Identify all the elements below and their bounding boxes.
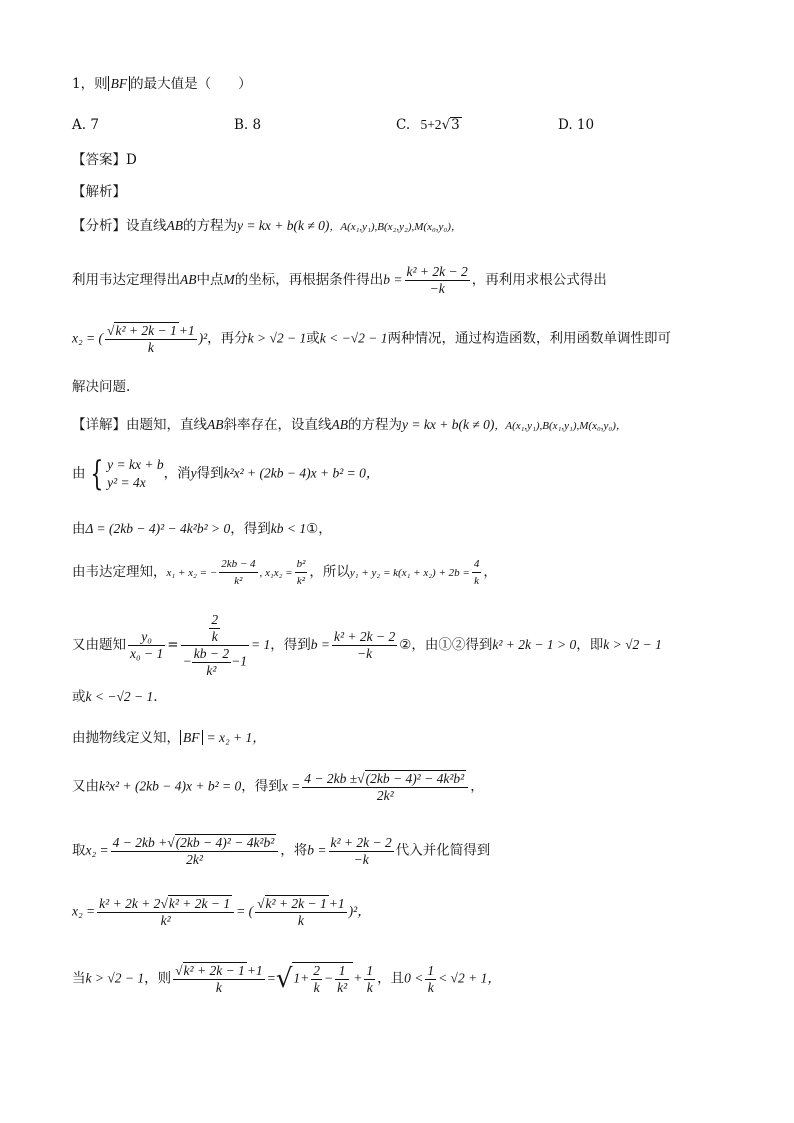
question-tail2: 的最大值是（ ） (130, 76, 252, 92)
question-tail: 1，则 (72, 76, 108, 92)
analysis-paragraph-2: 利用韦达定理得出AB中点M的坐标，再根据条件得出b = $\frac{\text{k² + 2k − 2}}{-k}$ ，再利用求根公式得出 (72, 264, 607, 296)
answer-line (72, 151, 137, 169)
detail-simplified-x2: x₂ = $\frac{\text{k² + 2k + 2√k² + 2k − 1}}{\text{k²}}$ = ( $\frac{\text{√k² + 2k − 1 +1}}{k}$ )²， (72, 896, 371, 928)
analysis-tag: 【解析】 (72, 184, 126, 200)
question-line (72, 75, 252, 93)
detail-case-analysis: 当k > √2 − 1，则 $\frac{\text{√k² + 2k − 1 +1}}{k}$ =√1+ $\frac{2}{k}$ − $\frac{1}{\text{k²}}$ + $\frac{1}{k}$ ，且0 < $\frac{1}{k}$ < √2 + 1， (72, 962, 501, 995)
abs-bf: BF (108, 76, 131, 91)
option-b: B. 8 (234, 117, 262, 133)
detail-take-x2: 取x₂ = $\frac{\text{4 − 2kb +√(2kb − 4)² − 4k²b²}}{\text{2k²}}$ ，将b = $\frac{\text{k² + 2k − 2}}{-k}$ 代入并化简得到 (72, 834, 491, 867)
detail-slope-condition: 又由题知 $\frac{\text{y₀}}{\text{x₀ − 1}}$ = $\frac{2}{k}$ − $\frac{kb - 2}{\text{k²}}$ −1 = 1，得到b = $\frac{\text{k² + 2k − 2}}{-k}$ ②，由①②得到k² + 2k − 1 > 0，即k > √2 − 1 (72, 612, 662, 678)
detail-parabola-definition: 由抛物线定义知， BF = x₂ + 1， (72, 730, 266, 746)
analysis-paragraph-4: 解决问题. (72, 379, 131, 395)
answer-tag: 【答案】 (72, 152, 126, 168)
detail-vieta: 由韦达定理知，x₁ + x₂ = − $\frac{2kb - 4}{\text{k²}}$ , x₁x₂ = $\frac{\text{b²}}{\text{k²}}$ ，所以y₁ + y₂ = k(x₁ + x₂) + 2b = $\frac{4}{k}$ ， (72, 558, 497, 587)
analysis-paragraph-1: 【分析】设直线AB的方程为y = kx + b(k ≠ 0)，A(x₁,y₁),B(x₂,y₂),M(x₀,y₀)， (72, 218, 462, 234)
option-a: A. 7 (72, 117, 99, 133)
detail-root-formula: 又由k²x² + (2kb − 4)x + b² = 0，得到x = $\frac{\text{4 − 2kb ±√(2kb − 4)² − 4k²b²}}{\text{2k²}}$ ， (72, 771, 484, 803)
detail-discriminant: 由Δ = (2kb − 4)² − 4k²b² > 0，得到kb < 1①， (72, 521, 332, 537)
option-c: C. 5+2√3 (396, 117, 460, 133)
detail-or-condition: 或k < −√2 − 1. (72, 689, 158, 705)
option-d: D. 10 (558, 117, 595, 133)
answer-value: D (126, 152, 137, 168)
detail-system: 由 { y = kx + b y² = 4x ，消y得到k²x² + (2kb − 4)x + b² = 0， (72, 454, 380, 494)
detail-paragraph-1: 【详解】由题知，直线AB斜率存在，设直线AB的方程为y = kx + b(k ≠ 0)，A(x₁,y₁),B(x₁,y₁),M(x₀,y₀)， (72, 417, 627, 433)
analysis-paragraph-3: x₂ = ( $\frac{\text{√k² + 2k − 1 +1}}{k}$ )²，再分k > √2 − 1或k < −√2 − 1两种情况，通过构造函数，利用函数单调性即可 (72, 323, 672, 355)
